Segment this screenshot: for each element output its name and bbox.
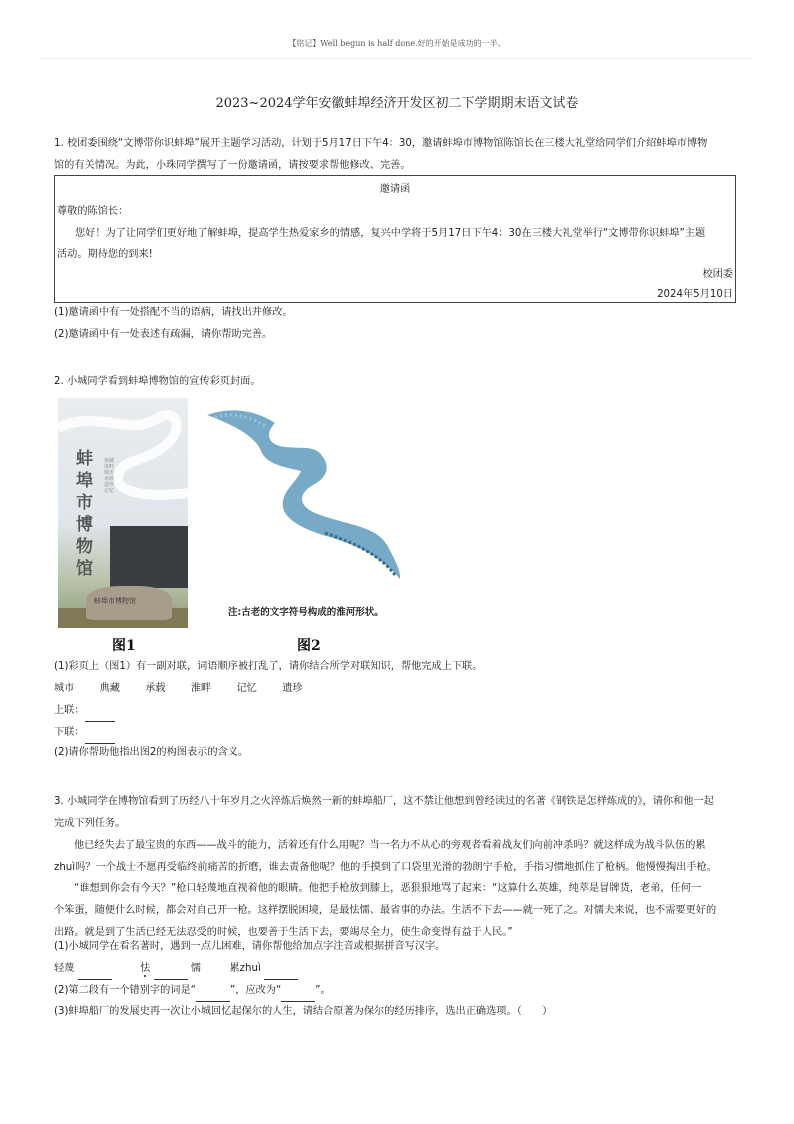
para2-line2: 个笨蛋，随便什么时候，都会对自己开一枪。这样摆脱困境，是最怯懦、最省事的办法。生活不下去——就一死了之。对懦夫来说，也不需要更好的	[54, 905, 717, 916]
q3-stem-line2: 完成下列任务。	[54, 818, 126, 829]
huaihe-river-symbol-graphic	[205, 405, 405, 580]
excerpt-paragraph-1	[54, 835, 740, 879]
q3-stem-line1: 3. 小城同学在博物馆看到了历经八十年岁月之火淬炼后焕然一新的蚌埠船厂，这不禁让他想到曾经读过的名著《钢铁是怎样炼成的》，请你和他一起	[54, 796, 714, 807]
para2-line1: “谁想到你会有今天？”枪口轻蔑地直视着他的眼睛。他把手枪放到膝上，恶狠狠地骂了起来：“这算什么英雄，纯萃是冒牌货，老弟，任何一	[74, 883, 702, 894]
pinyin-item-1: 轻蔑	[54, 963, 75, 974]
letter-date: 2024年5月10日	[657, 289, 733, 300]
word-item: 淮畔	[190, 683, 212, 694]
pinyin-item-2: 怯	[140, 963, 151, 974]
q1-stem-line1: 1. 校团委围绕“文博带你识蚌埠”展开主题学习活动，计划于5月17日下午4：30，邀请蚌埠市博物馆陈馆长在三楼大礼堂给同学们介绍蚌埠市博物	[54, 138, 708, 149]
q3-sub2-part-c: ”。	[315, 985, 331, 996]
pinyin-blank-1[interactable]	[78, 967, 112, 980]
q3-sub1: (1)小城同学在看名著时，遇到一点儿困难，请你帮他给加点字注音或根据拼音写汉字。	[54, 941, 446, 952]
para1-line2: zhuì吗？一个战士不愿再受临终前痛苦的折磨，谁去责备他呢？他的手摸到了口袋里光滑的勃朗宁手枪，手指习惯地抓住了枪柄。他慢慢掏出手枪。	[54, 862, 717, 873]
q1-sub1: (1)邀请函中有一处搭配不当的语病，请找出并修改。	[54, 307, 293, 318]
q3-sub2-part-b: ”，应改为“	[229, 985, 282, 996]
pinyin-blank-2[interactable]	[154, 967, 188, 980]
q3-stem	[54, 791, 740, 835]
word-item: 城市	[54, 683, 75, 694]
q3-sub2-part-a: (2)第二段有一个错别字的词是“	[54, 985, 196, 996]
stone-inscription: 蚌埠市博物馆	[94, 597, 136, 605]
couplet-word-list	[54, 678, 740, 700]
upper-couplet-blank[interactable]	[85, 709, 115, 722]
letter-salutation: 尊敬的陈馆长：	[57, 206, 129, 217]
museum-building-image	[110, 526, 188, 588]
lower-couplet-label: 下联：	[54, 727, 85, 738]
q1-sub2: (2)邀请函中有一处表述有疏漏，请你帮助完善。	[54, 329, 273, 340]
upper-couplet-line	[54, 700, 740, 722]
pinyin-item-3: 累zhuì	[229, 963, 261, 974]
invitation-letter-box	[54, 175, 736, 303]
para2-line3: 出路。就是到了生活已经无法忍受的时候，也要善于生活下去，要竭尽全力，使生命变得有益于人民。”	[54, 927, 513, 938]
header-rule	[40, 58, 754, 59]
q2-sub1: (1)彩页上（图1）有一副对联，词语顺序被打乱了，请你结合所学对联知识，帮他完成上下联。	[54, 661, 483, 672]
header-note: 【铭记】Well begun is half done.好的开始是成功的一半。	[288, 39, 506, 48]
letter-heading: 邀请函	[379, 184, 411, 195]
pinyin-blank-3[interactable]	[264, 967, 298, 980]
q2-stem: 2. 小城同学看到蚌埠博物馆的宣传彩页封面。	[54, 376, 261, 387]
q3-sub2	[54, 980, 740, 1002]
word-item: 记忆	[236, 683, 257, 694]
q3-sub3: (3)蚌埠船厂的发展史再一次让小城回忆起保尔的人生，请结合原著为保尔的经历排序，选出正确选项。（ ）	[54, 1006, 553, 1017]
fig1-vertical-title: 蚌埠市博物馆	[76, 449, 93, 579]
letter-body-line2: 活动。期待您的到来!	[57, 249, 153, 260]
word-item: 遗珍	[282, 683, 303, 694]
word-item: 典藏	[99, 683, 120, 694]
pinyin-items-line	[54, 958, 740, 980]
fig2-note: 注:古老的文字符号构成的淮河形状。	[228, 607, 384, 618]
page-title: 2023~2024学年安徽蚌埠经济开发区初二下学期期末语文试卷	[215, 96, 579, 111]
para1-line1: 他已经失去了最宝贵的东西——战斗的能力，活着还有什么用呢？当一名力不从心的旁观者看着战友们向前冲杀吗？就这样成为战斗队伍的累	[74, 840, 706, 851]
excerpt-paragraph-2	[54, 878, 740, 944]
upper-couplet-label: 上联：	[54, 705, 85, 716]
q1-stem	[54, 133, 740, 177]
fig2-label: 图2	[297, 638, 321, 654]
letter-signature: 校团委	[702, 269, 733, 280]
lower-couplet-line	[54, 722, 740, 744]
pinyin-item-2-tail: 懦	[190, 963, 201, 974]
q1-stem-line2: 馆的有关情况。为此，小珠同学撰写了一份邀请函，请按要求帮他修改、完善。	[54, 160, 411, 171]
fig1-label: 图1	[112, 638, 136, 654]
letter-body-line1: 您好！为了让同学们更好地了解蚌埠，提高学生热爱家乡的情感，复兴中学将于5月17日下午4：30在三楼大礼堂举行“文博带你识蚌埠”主题	[75, 228, 706, 239]
word-item: 承载	[145, 683, 166, 694]
fig1-vertical-subtitle: 典藏淮畔城市 承载遗珍记忆	[104, 458, 115, 494]
figure-1-museum-cover	[58, 398, 188, 628]
q2-sub2: (2)请你帮助他指出图2的构图表示的含义。	[54, 747, 249, 758]
